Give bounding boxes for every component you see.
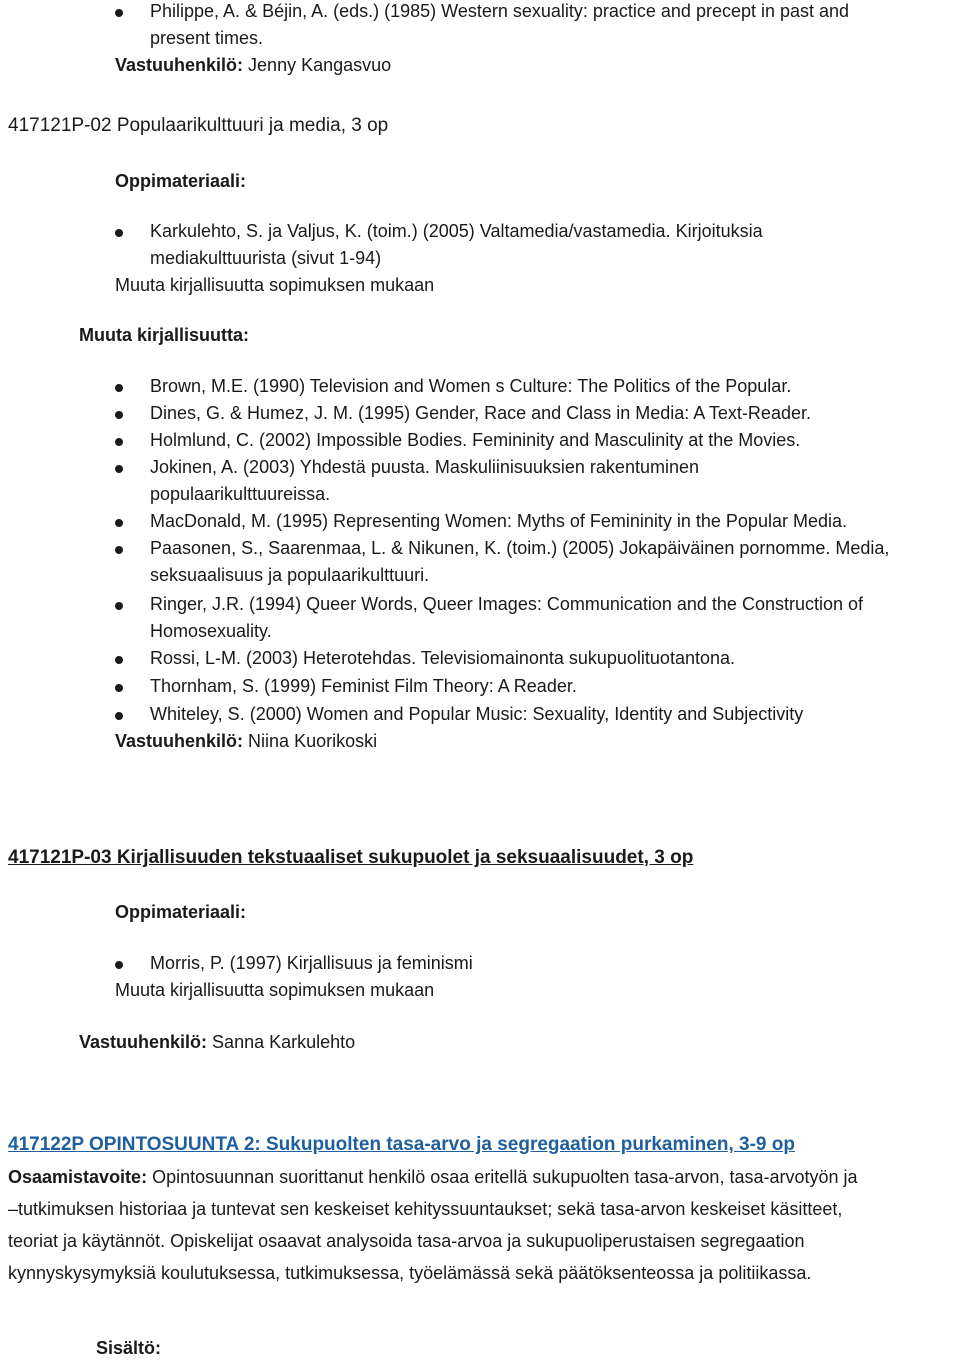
list-item: Karkulehto, S. ja Valjus, K. (toim.) (2005) Valtamedia/vastamedia. Kirjoituksia: [150, 221, 763, 241]
objectives-line: kynnyskysymyksiä koulutuksessa, tutkimuksessa, työelämässä sekä päätöksenteossa ja politiikassa.: [8, 1263, 812, 1283]
list-item: MacDonald, M. (1995) Representing Women: Myths of Femininity in the Popular Media.: [150, 511, 847, 531]
responsible-name: Sanna Karkulehto: [212, 1032, 356, 1052]
bullet-icon: [115, 961, 123, 969]
module-title: 417122P OPINTOSUUNTA 2: Sukupuolten tasa-arvo ja segregaation purkaminen, 3-9 op: [8, 1134, 795, 1155]
list-item: present times.: [150, 28, 264, 48]
course-title: 417121P-03 Kirjallisuuden tekstuaaliset sukupuolet ja seksuaalisuudet, 3 op: [8, 847, 694, 868]
bullet-icon: [115, 684, 123, 692]
responsible-person: [115, 52, 391, 79]
list-item: Whiteley, S. (2000) Women and Popular Music: Sexuality, Identity and Subjectivity: [150, 704, 804, 724]
responsible-person: [115, 728, 377, 755]
list-item: Morris, P. (1997) Kirjallisuus ja feminismi: [150, 953, 473, 973]
responsible-label: Vastuuhenkilö:: [115, 55, 244, 75]
objectives-line: teoriat ja käytännöt. Opiskelijat osaavat analysoida tasa-arvoa ja sukupuoliperustaisen segregaation: [8, 1231, 805, 1251]
objectives-first-line: [8, 1164, 858, 1191]
bullet-icon: [115, 384, 123, 392]
list-item: Dines, G. & Humez, J. M. (1995) Gender, Race and Class in Media: A Text-Reader.: [150, 403, 811, 423]
bullet-icon: [115, 712, 123, 720]
bullet-icon: [115, 602, 123, 610]
bullet-icon: [115, 9, 123, 17]
list-item: Thornham, S. (1999) Feminist Film Theory: A Reader.: [150, 676, 577, 696]
objectives-label: Osaamistavoite:: [8, 1167, 148, 1187]
materials-note: Muuta kirjallisuutta sopimuksen mukaan: [115, 980, 435, 1000]
bullet-icon: [115, 438, 123, 446]
list-item: Ringer, J.R. (1994) Queer Words, Queer Images: Communication and the Construction of: [150, 594, 864, 614]
bullet-icon: [115, 656, 123, 664]
responsible-name: Niina Kuorikoski: [248, 731, 378, 751]
list-item: populaarikulttuureissa.: [150, 484, 331, 504]
list-item: Rossi, L-M. (2003) Heterotehdas. Televisiomainonta sukupuolituotantona.: [150, 648, 735, 668]
list-item: Philippe, A. & Béjin, A. (eds.) (1985) Western sexuality: practice and precept in past and: [150, 1, 850, 21]
bullet-icon: [115, 519, 123, 527]
bullet-icon: [115, 465, 123, 473]
materials-note: Muuta kirjallisuutta sopimuksen mukaan: [115, 275, 435, 295]
list-item: Homosexuality.: [150, 621, 272, 641]
list-item: Holmlund, C. (2002) Impossible Bodies. Femininity and Masculinity at the Movies.: [150, 430, 801, 450]
list-item: mediakulttuurista (sivut 1-94): [150, 248, 382, 268]
list-item: Brown, M.E. (1990) Television and Women s Culture: The Politics of the Popular.: [150, 376, 792, 396]
contents-heading: Sisältö:: [96, 1338, 162, 1358]
other-literature-heading: Muuta kirjallisuutta:: [79, 325, 250, 345]
responsible-label: Vastuuhenkilö:: [115, 731, 244, 751]
bullet-icon: [115, 229, 123, 237]
objectives-line: –tutkimuksen historiaa ja tuntevat sen keskeiset kehityssuuntaukset; sekä tasa-arvon keskeiset käsitteet,: [8, 1199, 843, 1219]
bullet-icon: [115, 411, 123, 419]
list-item: Jokinen, A. (2003) Yhdestä puusta. Maskuliinisuuksien rakentuminen: [150, 457, 699, 477]
responsible-person: [79, 1029, 355, 1056]
course-title: 417121P-02 Populaarikulttuuri ja media, 3 op: [8, 115, 389, 136]
bullet-icon: [115, 546, 123, 554]
list-item: Paasonen, S., Saarenmaa, L. & Nikunen, K. (toim.) (2005) Jokapäiväinen pornomme. Media,: [150, 538, 890, 558]
materials-heading: Oppimateriaali:: [115, 171, 247, 191]
responsible-name: Jenny Kangasvuo: [248, 55, 392, 75]
objectives-text: Opintosuunnan suorittanut henkilö osaa eritellä sukupuolten tasa-arvon, tasa-arvotyön ja: [152, 1167, 858, 1187]
materials-heading: Oppimateriaali:: [115, 902, 247, 922]
responsible-label: Vastuuhenkilö:: [79, 1032, 208, 1052]
list-item: seksuaalisuus ja populaarikulttuuri.: [150, 565, 430, 585]
